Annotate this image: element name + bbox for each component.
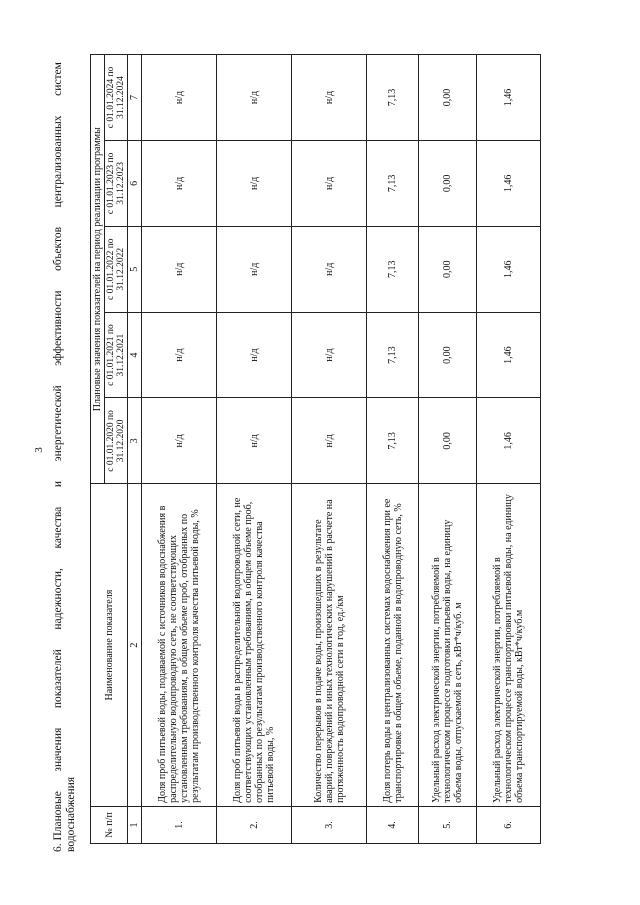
row-value: н/д: [217, 398, 292, 484]
row-indicator-name: Доля потерь воды в централизованных системах водоснабжения при ее транспортировке в общем объеме, поданной в водопроводную сеть, %: [367, 484, 419, 807]
heading-word: 6. Плановые: [52, 791, 64, 852]
table-row: [142, 55, 217, 844]
row-value: н/д: [142, 55, 217, 141]
row-value: 0,00: [419, 140, 477, 226]
row-value: н/д: [142, 226, 217, 312]
rotated-document: [52, 52, 592, 852]
heading-word: качества: [52, 506, 64, 549]
header-period: с 01.01.2024 по 31.12.2024: [105, 55, 128, 141]
column-number: 3: [128, 398, 142, 484]
row-value: 7,13: [367, 55, 419, 141]
column-number: 2: [128, 484, 142, 807]
table-row: [419, 55, 477, 844]
header-period: с 01.01.2021 по 31.12.2021: [105, 312, 128, 398]
row-value: 7,13: [367, 398, 419, 484]
column-number-row: [128, 55, 142, 844]
heading-word: показателей: [52, 649, 64, 709]
heading-word: централизованных: [52, 115, 64, 208]
header-period: с 01.01.2023 по 31.12.2023: [105, 140, 128, 226]
row-value: н/д: [292, 312, 367, 398]
row-value: н/д: [142, 398, 217, 484]
header-plan-values: Плановые значения показателей на период реализации программы: [91, 55, 105, 484]
header-row: [91, 55, 105, 844]
row-indicator-name: Удельный расход электрической энергии, потребляемой в технологическом процессе транспортировки питьевой воды, на единицу объема транспортируемой воды, кВт*ч/куб.м: [477, 484, 541, 807]
row-indicator-name: Доля проб питьевой воды в распределительной водопроводной сети, не соответствующих установленным требованиям, в общем объеме проб, отобранных по результатам производственного контроля качества питьевой воды, %: [217, 484, 292, 807]
row-value: н/д: [292, 55, 367, 141]
row-value: 1,46: [477, 140, 541, 226]
heading-word: систем: [52, 62, 64, 96]
section-heading: [52, 62, 90, 852]
column-number: 4: [128, 312, 142, 398]
row-value: 0,00: [419, 55, 477, 141]
row-value: 7,13: [367, 312, 419, 398]
row-indicator-name: Удельный расход электрической энергии, потребляемой в технологическом процессе подготовки питьевой воды, на единицу объема воды, отпускаемой в сеть, кВт*ч/куб. м: [419, 484, 477, 807]
row-value: 1,46: [477, 55, 541, 141]
row-number: 4.: [367, 806, 419, 843]
row-number: 1.: [142, 806, 217, 843]
table-row: [292, 55, 367, 844]
row-number: 5.: [419, 806, 477, 843]
table-row: [217, 55, 292, 844]
column-number: 1: [128, 806, 142, 843]
row-number: 6.: [477, 806, 541, 843]
table-row: [367, 55, 419, 844]
row-value: н/д: [217, 312, 292, 398]
row-value: н/д: [142, 140, 217, 226]
heading-line-2: водоснабжения: [65, 776, 77, 852]
row-value: н/д: [292, 140, 367, 226]
header-period: с 01.01.2022 по 31.12.2022: [105, 226, 128, 312]
header-number: № п/п: [91, 806, 128, 843]
heading-word: эффективности: [52, 290, 64, 366]
row-value: 0,00: [419, 312, 477, 398]
row-value: 1,46: [477, 398, 541, 484]
row-value: 0,00: [419, 398, 477, 484]
header-period: с 01.01.2020 по 31.12.2020: [105, 398, 128, 484]
header-indicator-name: Наименование показателя: [91, 484, 128, 807]
row-value: н/д: [142, 312, 217, 398]
row-value: 1,46: [477, 312, 541, 398]
heading-word: надежности,: [52, 568, 64, 630]
column-number: 6: [128, 140, 142, 226]
heading-word: энергетической: [52, 385, 64, 462]
row-value: н/д: [217, 140, 292, 226]
column-number: 5: [128, 226, 142, 312]
row-value: н/д: [217, 55, 292, 141]
row-value: 0,00: [419, 226, 477, 312]
heading-line-1: [52, 62, 64, 852]
heading-word: и: [52, 480, 64, 488]
column-number: 7: [128, 55, 142, 141]
row-number: 3.: [292, 806, 367, 843]
heading-word: значения: [52, 727, 64, 772]
row-value: 7,13: [367, 226, 419, 312]
row-number: 2.: [217, 806, 292, 843]
table-row: [477, 55, 541, 844]
row-value: н/д: [292, 226, 367, 312]
row-indicator-name: Доля проб питьевой воды, подаваемой с источников водоснабжения в распределительную водопроводную сеть, не соответствующих установленным требованиям, в общем объеме проб, отобранных по результатам производственного контроля качества питьевой воды, %: [142, 484, 217, 807]
indicators-table: [90, 54, 541, 844]
row-indicator-name: Количество перерывов в подаче воды, произошедших в результате аварий, повреждений и иных технологических нарушений в расчете на протяженность водопроводной сети в год, ед./км: [292, 484, 367, 807]
heading-word: объектов: [52, 226, 64, 271]
row-value: н/д: [292, 398, 367, 484]
page-number: 3: [32, 447, 45, 453]
row-value: 1,46: [477, 226, 541, 312]
row-value: н/д: [217, 226, 292, 312]
row-value: 7,13: [367, 140, 419, 226]
